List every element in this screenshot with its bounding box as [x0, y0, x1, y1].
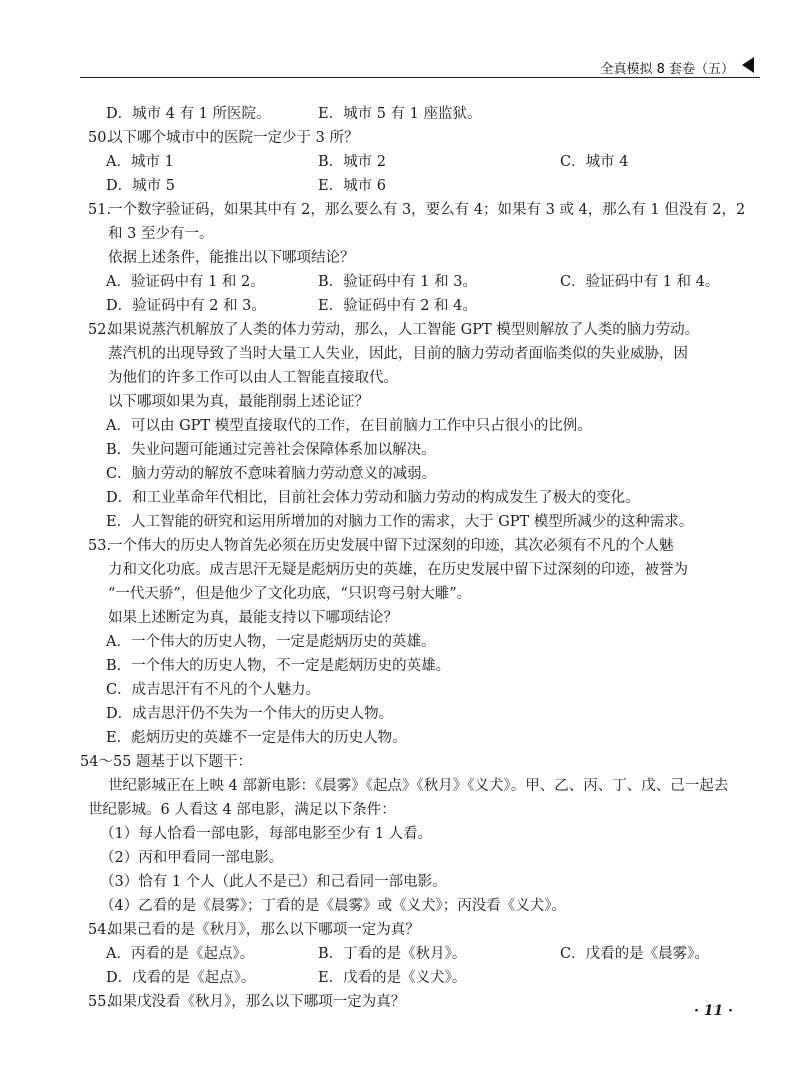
option-c: C．脑力劳动的解放不意味着脑力劳动意义的减弱。: [106, 466, 437, 482]
option-d: D．和工业革命年代相比，目前社会体力劳动和脑力劳动的构成发生了极大的变化。: [106, 490, 640, 506]
question-text: 力和文化功底。成吉思汗无疑是彪炳历史的英雄，在历史发展中留下过深刻的印迹，被誉为: [108, 562, 688, 578]
condition-text: （4）乙看的是《晨雾》；丁看的是《晨雾》或《义犬》；丙没看《义犬》。: [100, 898, 566, 914]
option-e: E．验证码中有 2 和 4。: [318, 298, 477, 314]
option-e: E．城市 5 有 1 座监狱。: [318, 106, 482, 122]
option-b: B．丁看的是《秋月》。: [318, 946, 467, 962]
option-d: D．城市 5: [106, 178, 175, 194]
condition-text: （1）每人恰看一部电影，每部电影至少有 1 人看。: [100, 826, 433, 842]
question-text: 如果戊没看《秋月》，那么以下哪项一定为真？: [108, 994, 406, 1010]
option-e: E．彪炳历史的英雄不一定是伟大的历史人物。: [106, 730, 407, 746]
option-a: A．丙看的是《起点》。: [106, 946, 255, 962]
option-e: E．人工智能的研究和运用所增加的对脑力工作的需求，大于 GPT 模型所减少的这种需求。: [106, 514, 694, 530]
condition-text: （2）丙和甲看同一部电影。: [100, 850, 284, 866]
option-d: D．戊看的是《起点》。: [106, 970, 256, 986]
question-number: 51.: [88, 202, 112, 218]
question-text: 如果己看的是《秋月》，那么以下哪项一定为真？: [108, 922, 420, 938]
option-b: B．城市 2: [318, 154, 386, 170]
question-text: “一代天骄”，但是他少了文化功底，“只识弯弓射大雕”。: [108, 586, 472, 602]
option-a: A．验证码中有 1 和 2。: [106, 274, 265, 290]
question-text: 依据上述条件，能推出以下哪项结论？: [108, 250, 355, 266]
question-text: 以下哪项如果为真，最能削弱上述论证？: [108, 394, 369, 410]
stem-title: 54～55 题基于以下题干：: [80, 754, 253, 770]
stem-text-line: 世纪影城正在上映 4 部新电影：《晨雾》《起点》《秋月》《义犬》。甲、乙、丙、丁、戊、己一起去: [108, 778, 729, 794]
option-c: C．城市 4: [560, 154, 629, 170]
stem-text-line: 世纪影城。6 人看这 4 部电影，满足以下条件：: [88, 802, 396, 818]
option-b: B．失业问题可能通过完善社会保障体系加以解决。: [106, 442, 436, 458]
question-number: 52.: [88, 322, 112, 338]
option-c: C．验证码中有 1 和 4。: [560, 274, 720, 290]
left-triangle-icon: [742, 57, 754, 73]
option-c: C．成吉思汗有不凡的个人魅力。: [106, 682, 321, 698]
option-d: D．城市 4 有 1 所医院。: [106, 106, 271, 122]
option-a: A．城市 1: [106, 154, 174, 170]
question-text: 和 3 至少有一。: [108, 226, 214, 242]
option-c: C．戊看的是《晨雾》。: [560, 946, 709, 962]
option-a: A．可以由 GPT 模型直接取代的工作，在目前脑力工作中只占很小的比例。: [106, 418, 592, 434]
option-d: D．成吉思汗仍不失为一个伟大的历史人物。: [106, 706, 394, 722]
header-rule: [80, 77, 760, 78]
option-b: B．验证码中有 1 和 3。: [318, 274, 477, 290]
question-text: 如果上述断定为真，最能支持以下哪项结论？: [108, 610, 398, 626]
option-a: A．一个伟大的历史人物，一定是彪炳历史的英雄。: [106, 634, 436, 650]
option-e: E．戊看的是《义犬》。: [318, 970, 467, 986]
question-number: 54.: [88, 922, 112, 938]
question-text: 如果说蒸汽机解放了人类的体力劳动，那么，人工智能 GPT 模型则解放了人类的脑力劳动。: [108, 322, 700, 338]
question-number: 55.: [88, 994, 112, 1010]
condition-text: （3）恰有 1 个人（此人不是己）和己看同一部电影。: [100, 874, 447, 890]
question-text: 一个数字验证码，如果其中有 2，那么要么有 3，要么有 4；如果有 3 或 4，那么有 1 但没有 2，2: [108, 202, 746, 218]
option-e: E．城市 6: [318, 178, 386, 194]
question-text: 一个伟大的历史人物首先必须在历史发展中留下过深刻的印迹，其次必须有不凡的个人魅: [108, 538, 674, 554]
question-text: 以下哪个城市中的医院一定少于 3 所？: [108, 130, 359, 146]
option-b: B．一个伟大的历史人物，不一定是彪炳历史的英雄。: [106, 658, 451, 674]
question-number: 53.: [88, 538, 112, 554]
question-text: 蒸汽机的出现导致了当时大量工人失业，因此，目前的脑力劳动者面临类似的失业威胁，因: [108, 346, 688, 362]
option-d: D．验证码中有 2 和 3。: [106, 298, 266, 314]
page-number: · 11 ·: [694, 1003, 733, 1019]
question-number: 50.: [88, 130, 112, 146]
running-header: [80, 56, 760, 76]
header-title: 全真模拟 8 套卷（五）: [600, 62, 734, 77]
question-text: 为他们的许多工作可以由人工智能直接取代。: [108, 370, 398, 386]
